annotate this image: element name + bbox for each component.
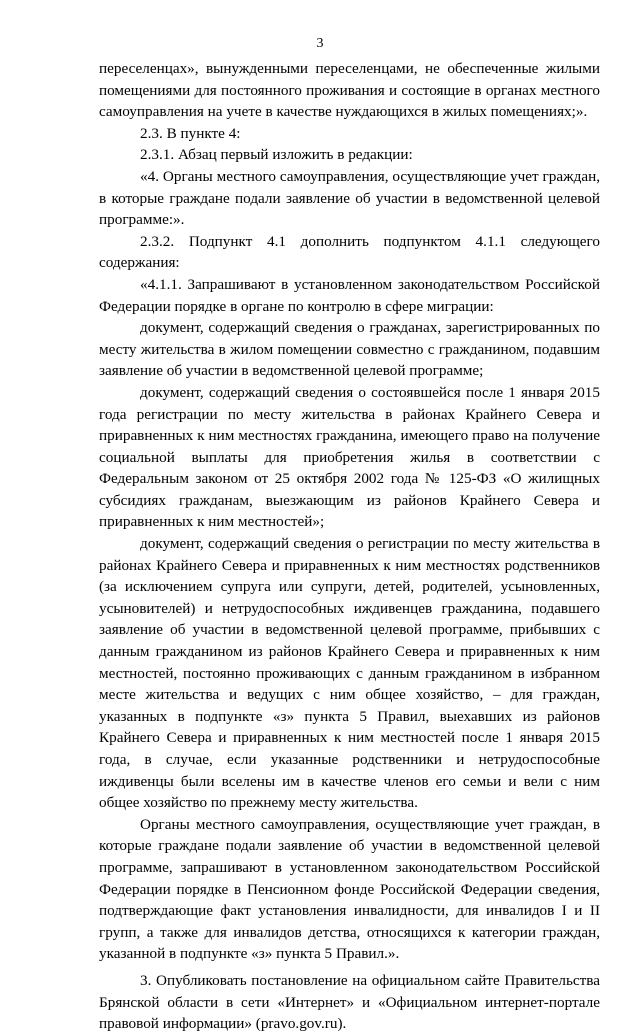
paragraph-document-relatives: документ, содержащий сведения о регистрации по месту жительства в районах Крайнего Севера и приравненных к ним местностях родственников (за исключением супруга или супруги, детей, родителей, усыновленных, усыновителей) и нетрудоспособных иждивенцев гражданина, подавшего заявление об участии в ведомственной целевой программе, прибывших с данным гражданином из районов Крайнего Севера и приравненных к ним местностей, постоянно проживающих с данным гражданином в избранном месте жительства и ведущих с ним общее хозяйство, – для граждан, указанных в подпункте «з» пункта 5 Правил, выехавших из районов Крайнего Севера и приравненных к ним местностей после 1 января 2015 года, в случае, если указанные родственники и нетрудоспособные иждивенцы были вселены им в качестве членов его семьи и вели с ним общее хозяйство по прежнему месту жительства. (99, 535, 600, 812)
paragraph-pension-fund-request: Органы местного самоуправления, осуществляющие учет граждан, в которые граждане подали заявление об участии в ведомственной целевой программе, запрашивают в установленном законодательством Российской Федерации порядке в Пенсионном фонде Российской Федерации сведения, подтверждающие факт установления инвалидности, для инвалидов I и II групп, а также для инвалидов детства, относящихся к категории граждан, указанной в подпункте «з» пункта 5 Правил.». (99, 815, 600, 963)
paragraph-document-registration-2015: документ, содержащий сведения о состоявшейся после 1 января 2015 года регистрации по месту жительства в районах Крайнего Севера и приравненных к ним местностях гражданина, имеющего право на получение социальной выплаты для приобретения жилья в соответствии с Федеральным законом от 25 октября 2002 года № 125-ФЗ «О жилищных субсидиях гражданам, выезжающим из районов Крайнего Севера и приравненных к ним местностей»; (99, 383, 600, 531)
paragraph-item-2-3-2: 2.3.2. Подпункт 4.1 дополнить подпунктом 4.1.1 следующего содержания: (99, 232, 600, 272)
paragraph-document-residents: документ, содержащий сведения о гражданах, зарегистрированных по месту жительства в жилом помещении совместно с гражданином, подавшим заявление об участии в ведомственной целевой программе; (99, 319, 600, 380)
paragraph-quote-item-4: «4. Органы местного самоуправления, осуществляющие учет граждан, в которые граждане подали заявление об участии в ведомственной целевой программе:». (99, 167, 600, 229)
paragraph-continuation: переселенцах», вынужденными переселенцами, не обеспеченные жилыми помещениями для постоянного проживания и состоящие в органах местного самоуправления на учете в качестве нуждающихся в жилых помещениях;». (99, 60, 600, 121)
paragraph-item-3-publication: 3. Опубликовать постановление на официальном сайте Правительства Брянской области в сети «Интернет» и «Официальном интернет-портале правовой информации» (pravo.gov.ru). (99, 971, 600, 1033)
paragraph-quote-item-4-1-1: «4.1.1. Запрашивают в установленном законодательством Российской Федерации порядке в органе по контролю в сфере миграции: (99, 275, 600, 315)
page-number: 3 (316, 36, 324, 51)
paragraph-item-2-3: 2.3. В пункте 4: (140, 124, 241, 142)
paragraph-item-2-3-1: 2.3.1. Абзац первый изложить в редакции: (140, 146, 413, 164)
document-body (99, 58, 600, 1035)
